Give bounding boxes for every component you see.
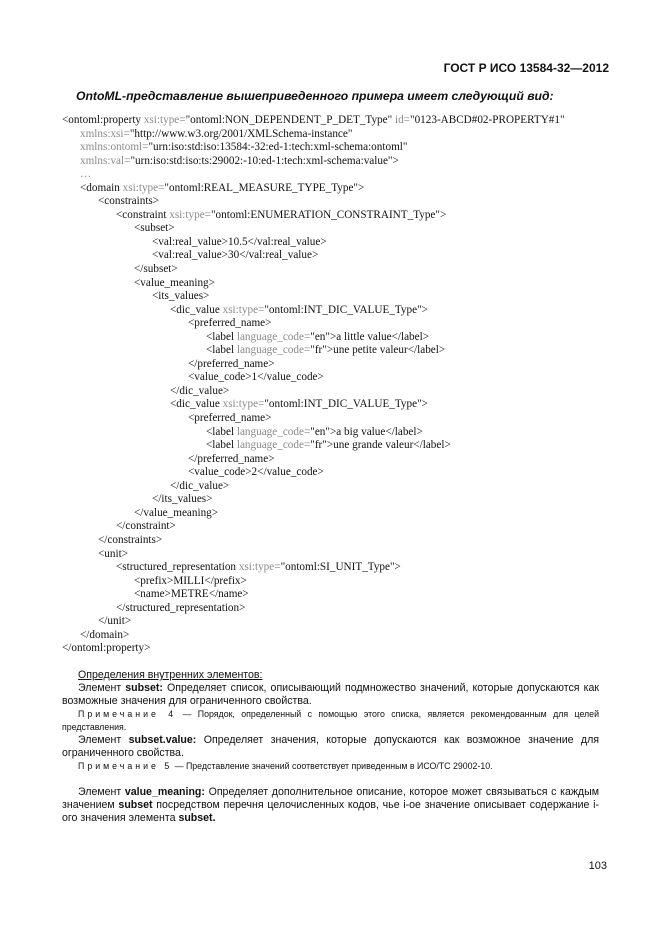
code-text: <constraints> — [98, 195, 160, 208]
code-line — [62, 249, 565, 263]
text: Элемент — [78, 786, 125, 798]
code-text: </preferred_name> — [188, 452, 275, 465]
code-attribute: language_code= — [236, 425, 311, 438]
code-text: "ontoml:ENUMERATION_CONSTRAINT_Type"> — [210, 208, 447, 221]
code-text: <label — [206, 439, 237, 452]
code-line — [62, 141, 565, 155]
code-line — [62, 317, 565, 331]
term: subset — [118, 799, 153, 811]
definition-value-meaning — [62, 786, 599, 825]
code-line — [62, 398, 565, 412]
code-line — [62, 331, 565, 345]
term: subset: — [125, 682, 163, 694]
code-attribute: … — [80, 168, 92, 181]
code-line — [62, 195, 565, 209]
code-text: "fr">une petite valeur</label> — [310, 344, 446, 357]
code-text: "ontoml:REAL_MEASURE_TYPE_Type"> — [164, 181, 365, 194]
code-text: </constraint> — [116, 520, 176, 533]
code-text: </domain> — [80, 628, 130, 641]
code-text: "urn:iso:std:iso:13584:-32:ed-1:tech:xml-schema:ontoml" — [148, 141, 408, 154]
code-text: "ontoml:INT_DIC_VALUE_Type"> — [264, 303, 428, 316]
code-text: </constraints> — [98, 533, 163, 546]
code-text: <value_meaning> — [134, 276, 215, 289]
code-attribute: xmlns:ontoml= — [80, 141, 149, 154]
code-text: <val:real_value>30</val:real_value> — [152, 249, 319, 262]
code-line — [62, 182, 565, 196]
code-line — [62, 168, 565, 182]
code-text: <value_code>1</value_code> — [188, 371, 324, 384]
code-line — [62, 575, 565, 589]
code-text: <dic_value — [170, 303, 223, 316]
xml-code-listing — [62, 114, 565, 656]
code-text: </ontoml:property> — [62, 642, 151, 655]
code-attribute: language_code= — [236, 330, 311, 343]
code-attribute: xsi:type= — [143, 114, 186, 126]
code-line — [62, 453, 565, 467]
code-text: "fr">une grande valeur</label> — [310, 439, 451, 452]
code-text: </structured_representation> — [116, 601, 246, 614]
code-line — [62, 588, 565, 602]
text: Определяет дополнительное описание, которое может связываться с каждым значением — [62, 786, 600, 811]
note-4 — [62, 708, 599, 734]
code-text: </subset> — [134, 263, 178, 276]
definition-subset — [62, 682, 599, 708]
code-text: <subset> — [134, 222, 175, 235]
text: Элемент — [78, 682, 126, 694]
code-line — [62, 615, 565, 629]
code-text: "http://www.w3.org/2001/XMLSchema-instance" — [129, 127, 353, 140]
text: Определяет список, описывающий подмножество значений, которые допускаются как возможные значения для ограниченного свойства. — [62, 682, 599, 707]
note-5 — [62, 760, 599, 773]
code-text: <label — [206, 344, 237, 357]
code-line — [62, 548, 565, 562]
code-text: <preferred_name> — [188, 317, 272, 330]
code-text: <preferred_name> — [188, 412, 272, 425]
code-line — [62, 520, 565, 534]
code-text: <its_values> — [152, 290, 210, 303]
code-text: </unit> — [98, 615, 132, 628]
code-line — [62, 222, 565, 236]
code-line — [62, 155, 565, 169]
code-text: <label — [206, 425, 237, 438]
code-line — [62, 561, 565, 575]
code-text: <dic_value — [170, 398, 223, 411]
code-text: <label — [206, 330, 237, 343]
code-line — [62, 277, 565, 291]
code-line — [62, 290, 565, 304]
intro-heading: OntoML-представление вышеприведенного примера имеет следующий вид: — [76, 89, 554, 103]
code-line — [62, 426, 565, 440]
code-attribute: language_code= — [236, 439, 311, 452]
code-line — [62, 507, 565, 521]
term: value_meaning: — [124, 786, 205, 798]
code-line — [62, 629, 565, 643]
code-text: </value_meaning> — [134, 506, 219, 519]
definition-subset-value — [62, 734, 599, 760]
code-text: "ontoml:INT_DIC_VALUE_Type"> — [264, 398, 428, 411]
page-number: 103 — [588, 860, 607, 872]
code-line — [62, 642, 565, 656]
code-attribute: xsi:type= — [222, 398, 265, 411]
code-line — [62, 371, 565, 385]
code-line — [62, 358, 565, 372]
code-text: <name>METRE</name> — [134, 588, 249, 601]
code-attribute: language_code= — [236, 344, 311, 357]
code-text: <value_code>2</value_code> — [188, 466, 324, 479]
term: subset.value: — [128, 734, 197, 746]
code-text: </dic_value> — [170, 384, 230, 397]
code-line — [62, 534, 565, 548]
code-line — [62, 385, 565, 399]
standard-header: ГОСТ Р ИСО 13584-32—2012 — [443, 61, 609, 75]
code-text: "urn:iso:std:iso:ts:29002:-10:ed-1:tech:xml-schema:value"> — [130, 154, 399, 167]
code-attribute: xsi:type= — [169, 208, 211, 221]
code-line — [62, 128, 565, 142]
term: subset. — [178, 812, 216, 824]
code-text: <constraint — [116, 208, 170, 221]
code-text: <unit> — [98, 547, 129, 560]
code-text: "ontoml:SI_UNIT_Type"> — [280, 561, 401, 574]
code-attribute: xsi:type= — [238, 561, 281, 574]
code-text: <val:real_value>10.5</val:real_value> — [152, 235, 327, 248]
code-text: <prefix>MILLI</prefix> — [134, 574, 247, 587]
code-line — [62, 466, 565, 480]
code-line — [62, 493, 565, 507]
code-attribute: xsi:type= — [122, 181, 165, 194]
code-line — [62, 114, 565, 128]
code-text: "0123-ABCD#02-PROPERTY#1" — [410, 114, 565, 126]
text: — Порядок, определенный с помощью этого списка, является рекомендованным для целей представления. — [62, 709, 599, 732]
text: — Представление значений соответствует приведенным в ИСО/ТС 29002-10. — [172, 761, 493, 771]
code-line — [62, 263, 565, 277]
code-attribute: xmlns:xsi= — [80, 127, 130, 140]
text: Определяет значения, которые допускаются как возможное значение для ограниченного свойства. — [62, 734, 600, 759]
code-text: </dic_value> — [170, 479, 230, 492]
code-line — [62, 480, 565, 494]
code-text: </its_values> — [152, 493, 213, 506]
code-line — [62, 439, 565, 453]
code-line — [62, 236, 565, 250]
note-label: Примечание 4 — [78, 709, 177, 719]
code-text: <domain — [80, 181, 123, 194]
code-line — [62, 344, 565, 358]
code-text: "ontoml:NON_DEPENDENT_P_DET_Type" — [185, 114, 395, 126]
code-attribute: xsi:type= — [222, 303, 265, 316]
code-line — [62, 209, 565, 223]
code-text: <ontoml:property — [62, 114, 144, 126]
code-text: "en">a little value</label> — [310, 330, 430, 343]
text: посредством перечня целочисленных кодов, чье i-ое значение описывает содержание i-ого значения элемента — [62, 799, 599, 824]
code-attribute: id= — [394, 114, 410, 126]
note-label: Примечание 5 — [78, 761, 173, 771]
code-text: "en">a big value</label> — [310, 425, 423, 438]
definitions-section — [62, 669, 599, 825]
text: Элемент — [78, 734, 129, 746]
code-line — [62, 412, 565, 426]
code-text: <structured_representation — [116, 561, 239, 574]
code-attribute: xmlns:val= — [80, 154, 131, 167]
definitions-title: Определения внутренних элементов: — [78, 669, 263, 681]
code-line — [62, 602, 565, 616]
code-line — [62, 304, 565, 318]
code-text: </preferred_name> — [188, 357, 275, 370]
